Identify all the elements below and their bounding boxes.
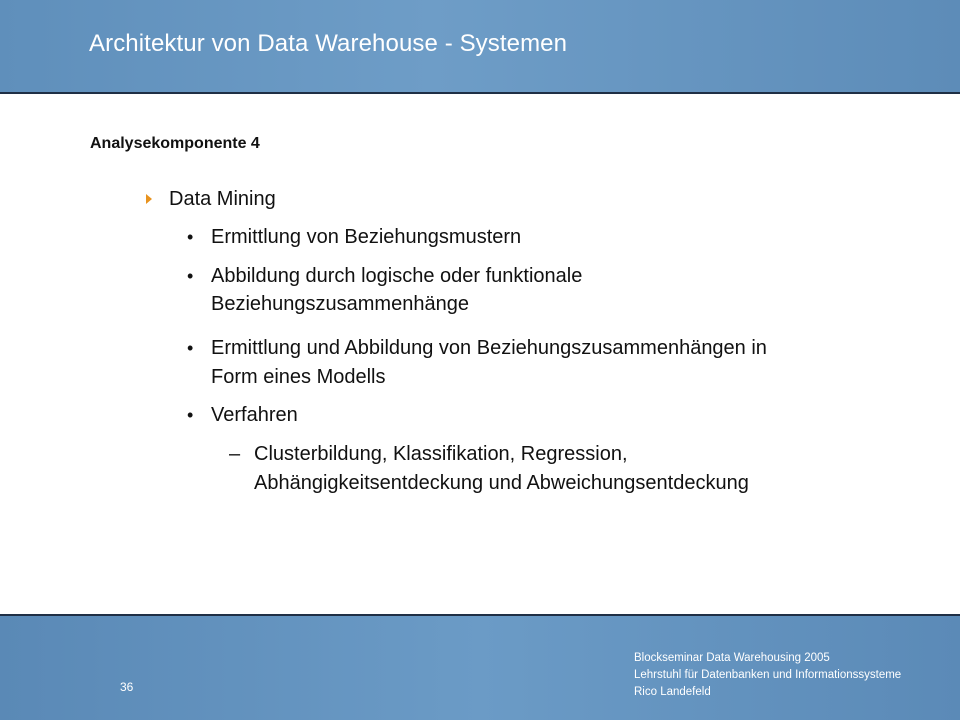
footer-bar xyxy=(0,614,960,720)
bullet-item-line: Verfahren xyxy=(211,404,298,426)
bullet-icon: • xyxy=(187,266,194,286)
arrow-bullet-icon xyxy=(146,194,152,204)
footer-info xyxy=(634,650,901,701)
section-title: Analysekomponente 4 xyxy=(90,135,260,152)
bullet-item-line: Form eines Modells xyxy=(211,366,386,388)
bullet-item-line: Abbildung durch logische oder funktionale xyxy=(211,265,583,287)
bullet-icon: • xyxy=(187,405,194,425)
bullet-icon: • xyxy=(187,227,194,247)
bullet-item-line: Ermittlung von Beziehungsmustern xyxy=(211,226,522,248)
bullet-item-line: Beziehungszusammenhänge xyxy=(211,293,469,315)
dash-icon: – xyxy=(229,443,241,465)
subitem-line: Abhängigkeitsentdeckung und Abweichungsentdeckung xyxy=(254,472,749,494)
bullet-item-line: Ermittlung und Abbildung von Beziehungszusammenhängen in xyxy=(211,337,767,359)
footer-seminar: Blockseminar Data Warehousing 2005 xyxy=(634,652,830,664)
header-bar xyxy=(0,0,960,94)
subitem-line: Clusterbildung, Klassifikation, Regression, xyxy=(254,443,628,465)
bullet-icon: • xyxy=(187,338,194,358)
page-number: 36 xyxy=(120,680,134,694)
level1-item: Data Mining xyxy=(169,188,276,210)
footer-author: Rico Landefeld xyxy=(634,686,711,698)
footer-chair: Lehrstuhl für Datenbanken und Informationssysteme xyxy=(634,669,902,681)
slide-title: Architektur von Data Warehouse - Systemen xyxy=(89,30,568,57)
